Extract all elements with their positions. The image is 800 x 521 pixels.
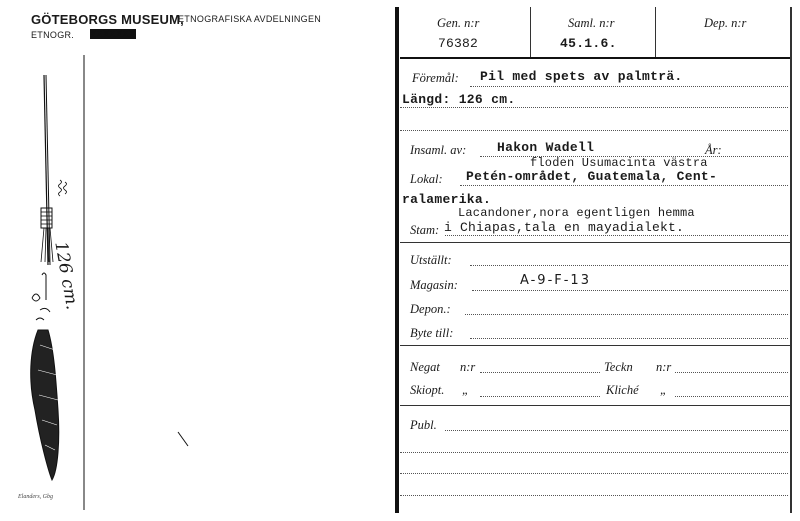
skiopt-ditto: „ <box>462 383 469 397</box>
divider <box>400 57 790 59</box>
dotted-line <box>460 185 788 186</box>
saml-value: 45.1.6. <box>560 36 617 51</box>
negat-nr: n:r <box>460 360 476 374</box>
lokal-label: Lokal: <box>410 172 443 186</box>
negat-label: Negat <box>410 360 440 374</box>
gen-value: 76382 <box>438 36 479 51</box>
dotted-line <box>480 396 600 397</box>
lokal-note: floden Usumacinta västra <box>530 156 708 170</box>
dep-label: Dep. n:r <box>704 16 747 30</box>
foremal-value: Pil med spets av palmträ. <box>480 69 683 84</box>
stam-label: Stam: <box>410 223 440 237</box>
dotted-line <box>480 372 600 373</box>
dotted-line <box>400 473 788 474</box>
dotted-line <box>445 235 788 236</box>
dotted-line <box>472 290 788 291</box>
stam-note: Lacandoner,nora egentligen hemma <box>458 206 695 220</box>
dotted-line <box>470 86 788 87</box>
byte-label: Byte till: <box>410 326 454 340</box>
utstallt-label: Utställt: <box>410 253 452 267</box>
langd-value: Längd: 126 cm. <box>402 92 516 107</box>
dotted-line <box>675 372 788 373</box>
lokal-value: Petén-området, Guatemala, Cent- <box>466 169 718 184</box>
depon-label: Depon.: <box>410 302 451 316</box>
column-divider <box>655 7 656 57</box>
dotted-line <box>400 130 788 131</box>
card-left-border <box>395 7 399 513</box>
dotted-line <box>400 452 788 453</box>
saml-label: Saml. n:r <box>568 16 615 30</box>
publ-label: Publ. <box>410 418 437 432</box>
dotted-line <box>445 430 788 431</box>
section-name: ETNOGR. <box>31 30 75 40</box>
insaml-value: Hakon Wadell <box>497 140 595 155</box>
struck-text: XXXXXXX <box>90 29 136 39</box>
gen-label: Gen. n:r <box>437 16 480 30</box>
lokal-cont: ralamerika. <box>402 192 492 207</box>
card-right-border <box>790 7 792 513</box>
magasin-label: Magasin: <box>410 278 458 292</box>
dotted-line <box>400 107 788 108</box>
kliche-label: Kliché <box>606 383 639 397</box>
department-name: ETNOGRAFISKA AVDELNINGEN <box>178 14 322 24</box>
dotted-line <box>675 396 788 397</box>
stam-value: i Chiapas,tala en mayadialekt. <box>444 220 685 235</box>
dotted-line <box>470 265 788 266</box>
dotted-line <box>465 314 788 315</box>
measure-note: 126 cm. <box>50 240 82 312</box>
dotted-line <box>470 338 788 339</box>
museum-name: GÖTEBORGS MUSEUM, <box>31 12 184 27</box>
divider <box>400 345 790 346</box>
insaml-label: Insaml. av: <box>410 143 467 157</box>
kliche-ditto: „ <box>660 383 667 397</box>
divider <box>400 405 790 406</box>
dotted-line <box>400 495 788 496</box>
teckn-nr: n:r <box>656 360 672 374</box>
divider <box>400 242 790 243</box>
foremal-label: Föremål: <box>412 71 459 85</box>
magasin-value: A-9-F-13 <box>520 273 591 288</box>
printer-note: Elanders, Gbg <box>18 494 53 500</box>
column-divider <box>530 7 531 57</box>
skiopt-label: Skiopt. <box>410 383 445 397</box>
ar-label: År: <box>705 143 722 157</box>
teckn-label: Teckn <box>604 360 633 374</box>
